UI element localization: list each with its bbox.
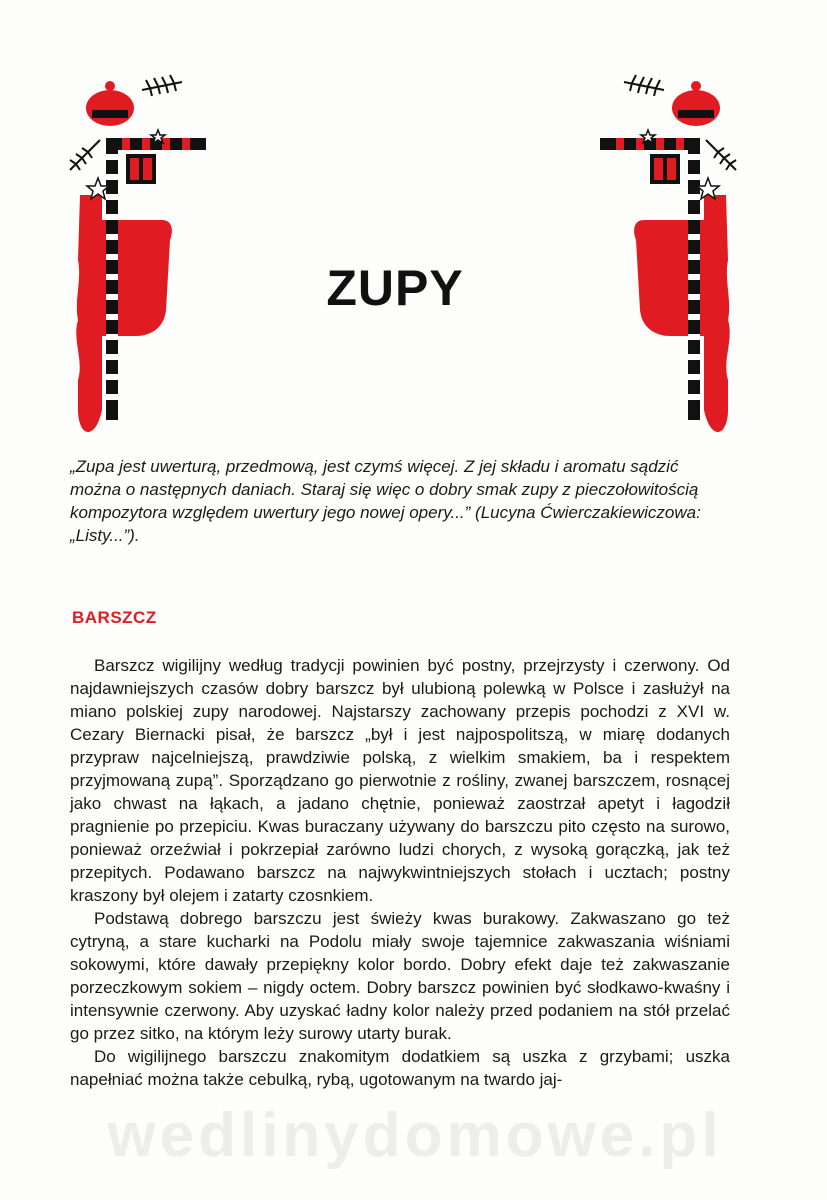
ornament-left — [62, 70, 222, 440]
paragraph-3: Do wigilijnego barszczu znakomitym dodatkiem są uszka z grzybami; uszka napełniać można także cebulką, rybą, ugotowanym na twardo jaj- — [70, 1047, 730, 1089]
paragraph-1: Barszcz wigilijny według tradycji powinien być postny, przejrzysty i czerwony. Od najdawniejszych czasów dobry barszcz był ulubioną polewką w Polsce i zasłużył na miano polskiej zupy narodowej. Najstarszy zachowany przepis pochodzi z XVI w. Cezary Biernacki pisał, że barszcz „był i jest najpospolitszą, w miarę dodanych przypraw najcelniejszą, prawdziwie polską, z wielkim smakiem, ba i respektem przyjmowaną zupą”. Sporządzano go pierwotnie z rośliny, zwanej barszczem, rosnącej jako chwast na łąkach, a jadano chętnie, ponieważ zaostrzał apetyt i łagodził pragnienie po przepiciu. Kwas buraczany używany do barszczu pito często na surowo, ponieważ orzeźwiał i pokrzepiał zarówno ludzi chorych, z wysoką gorączką, jak też przepitych. Podawano barszcz na najwykwintniejszych stołach i ucztach; postny kraszony był olejem i zatarty czosnkiem. — [70, 656, 730, 905]
epigraph-quote — [70, 455, 728, 547]
article-body — [70, 654, 730, 1091]
watermark: wedlinydomowe.pl — [107, 1101, 723, 1170]
section-heading: BARSZCZ — [72, 608, 157, 627]
ornament-right — [584, 70, 744, 440]
quote-text: „Zupa jest uwerturą, przedmową, jest czymś więcej. Z jej składu i aromatu sądzić można o następnych daniach. Staraj się więc o dobry smak zupy z pieczołowitością kompozytora względem uwertury jego nowej opery...” (Lucyna Ćwierczakiewiczowa: „Listy...”). — [70, 457, 701, 545]
page-title: ZUPY — [326, 259, 464, 316]
paragraph-2: Podstawą dobrego barszczu jest świeży kwas burakowy. Zakwaszano go też cytryną, a stare kucharki na Podolu miały swoje tajemnice zakwaszania wiśniami sokowymi, które dawały przepiękny kolor bordo. Dobry efekt daje też zakwaszanie porzeczkowym sokiem – nigdy octem. Dobry barszcz powinien być słodkawo-kwaśny i intensywnie czerwony. Aby uzyskać ładny kolor należy przed podaniem na stół przelać go przez sitko, na którym leży surowy utarty burak. — [70, 909, 730, 1043]
